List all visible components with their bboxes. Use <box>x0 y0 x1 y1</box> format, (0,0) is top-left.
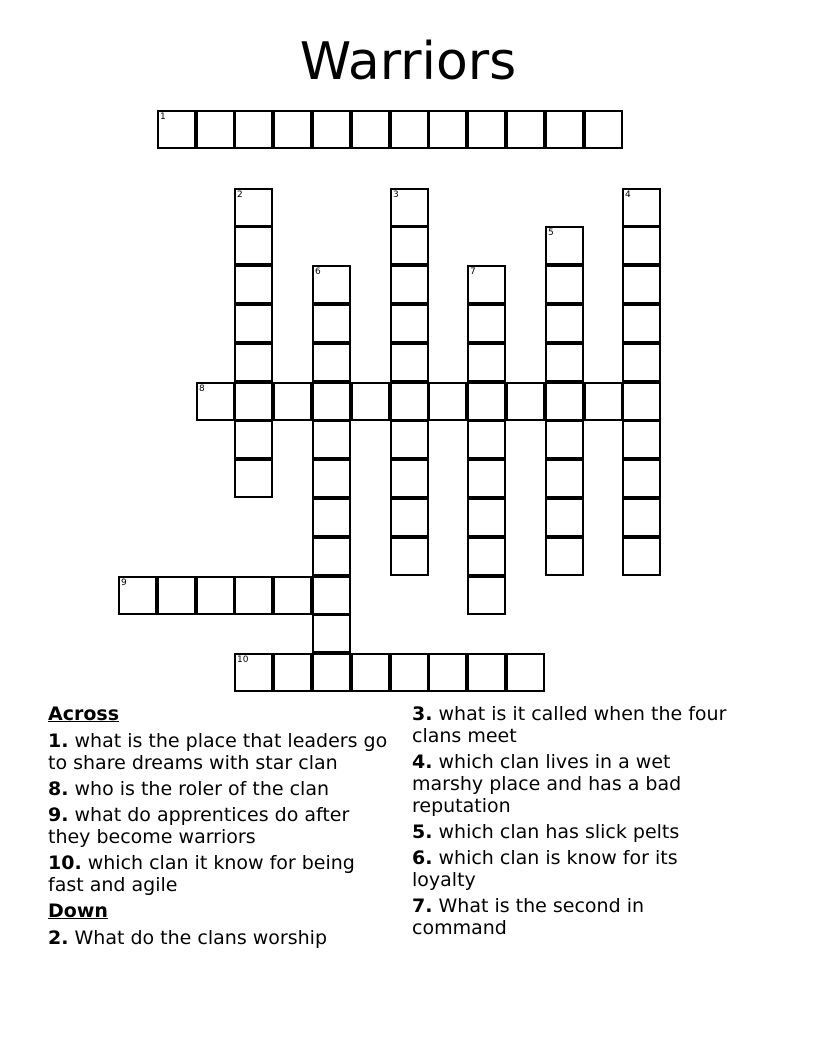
clue-number: 1. <box>48 730 69 752</box>
clue-number-label: 1 <box>160 112 166 122</box>
grid-cell[interactable] <box>351 110 390 149</box>
grid-cell[interactable] <box>467 537 506 576</box>
grid-cell[interactable] <box>234 459 273 498</box>
grid-cell[interactable] <box>312 343 351 382</box>
grid-cell[interactable] <box>467 459 506 498</box>
grid-cell[interactable] <box>312 110 351 149</box>
grid-cell[interactable] <box>622 537 661 576</box>
grid-cell[interactable] <box>234 420 273 459</box>
clue-number-label: 5 <box>548 228 554 238</box>
grid-cell[interactable] <box>545 304 584 343</box>
clue-across-9 <box>48 804 393 848</box>
clue-text: which clan it know for being fast and agile <box>48 852 355 896</box>
grid-cell[interactable] <box>467 382 506 421</box>
grid-cell[interactable] <box>545 226 584 265</box>
grid-cell[interactable] <box>622 226 661 265</box>
grid-cell[interactable] <box>234 110 273 149</box>
grid-cell[interactable] <box>390 498 429 537</box>
grid-cell[interactable] <box>312 265 351 304</box>
clue-number: 5. <box>412 821 433 843</box>
grid-cell[interactable] <box>506 653 545 692</box>
grid-cell[interactable] <box>545 110 584 149</box>
grid-cell[interactable] <box>467 498 506 537</box>
grid-cell[interactable] <box>428 653 467 692</box>
clue-text: which clan has slick pelts <box>438 821 680 843</box>
clue-down-5 <box>412 821 732 843</box>
grid-cell[interactable] <box>234 265 273 304</box>
grid-cell[interactable] <box>545 265 584 304</box>
clue-down-4 <box>412 751 732 817</box>
grid-cell[interactable] <box>390 343 429 382</box>
clue-down-6 <box>412 847 732 891</box>
grid-cell[interactable] <box>390 265 429 304</box>
grid-cell[interactable] <box>467 265 506 304</box>
clue-number: 3. <box>412 703 433 725</box>
grid-cell[interactable] <box>545 420 584 459</box>
clues-right-column <box>412 703 732 943</box>
grid-cell[interactable] <box>234 343 273 382</box>
grid-cell[interactable] <box>312 420 351 459</box>
clue-number: 8. <box>48 778 69 800</box>
grid-cell[interactable] <box>312 537 351 576</box>
grid-cell[interactable] <box>506 382 545 421</box>
clue-down-2 <box>48 927 393 949</box>
clue-number: 7. <box>412 895 433 917</box>
grid-cell[interactable] <box>390 653 429 692</box>
clue-number: 2. <box>48 927 69 949</box>
grid-cell[interactable] <box>467 576 506 615</box>
grid-cell[interactable] <box>390 537 429 576</box>
grid-cell[interactable] <box>234 576 273 615</box>
grid-cell[interactable] <box>390 459 429 498</box>
grid-cell[interactable] <box>312 653 351 692</box>
clue-text: who is the roler of the clan <box>74 778 330 800</box>
grid-cell[interactable] <box>506 110 545 149</box>
grid-cell[interactable] <box>351 653 390 692</box>
grid-cell[interactable] <box>545 343 584 382</box>
grid-cell[interactable] <box>467 420 506 459</box>
grid-cell[interactable] <box>351 382 390 421</box>
grid-cell[interactable] <box>622 343 661 382</box>
clue-number-label: 8 <box>199 384 205 394</box>
grid-cell[interactable] <box>622 304 661 343</box>
clue-number-label: 4 <box>625 190 631 200</box>
grid-cell[interactable] <box>622 265 661 304</box>
clue-text: what do apprentices do after they become warriors <box>48 804 350 848</box>
clue-number-label: 3 <box>393 190 399 200</box>
grid-cell[interactable] <box>234 226 273 265</box>
grid-cell[interactable] <box>118 576 157 615</box>
clue-number-label: 10 <box>237 655 249 665</box>
clues-left-column <box>48 703 393 953</box>
grid-cell[interactable] <box>234 188 273 227</box>
grid-cell[interactable] <box>234 304 273 343</box>
clue-number-label: 6 <box>315 267 321 277</box>
grid-cell[interactable] <box>390 382 429 421</box>
clue-number-label: 7 <box>470 267 476 277</box>
clue-text: which clan is know for its loyalty <box>412 847 678 891</box>
grid-cell[interactable] <box>157 110 196 149</box>
grid-cell[interactable] <box>390 226 429 265</box>
down-heading: Down <box>48 900 108 922</box>
grid-cell[interactable] <box>390 304 429 343</box>
grid-cell[interactable] <box>622 382 661 421</box>
grid-cell[interactable] <box>467 653 506 692</box>
grid-cell[interactable] <box>312 304 351 343</box>
grid-cell[interactable] <box>545 459 584 498</box>
clue-text: which clan lives in a wet marshy place and has a bad reputation <box>412 751 682 817</box>
grid-cell[interactable] <box>312 576 351 615</box>
grid-cell[interactable] <box>312 614 351 653</box>
grid-cell[interactable] <box>622 459 661 498</box>
grid-cell[interactable] <box>545 382 584 421</box>
clue-number-label: 9 <box>121 578 127 588</box>
clue-number-label: 2 <box>237 190 243 200</box>
grid-cell[interactable] <box>273 382 312 421</box>
clue-number: 9. <box>48 804 69 826</box>
grid-cell[interactable] <box>584 382 623 421</box>
grid-cell[interactable] <box>428 382 467 421</box>
across-heading: Across <box>48 703 120 725</box>
grid-cell[interactable] <box>312 498 351 537</box>
grid-cell[interactable] <box>234 653 273 692</box>
grid-cell[interactable] <box>273 653 312 692</box>
grid-cell[interactable] <box>273 110 312 149</box>
grid-cell[interactable] <box>390 420 429 459</box>
clue-across-1 <box>48 730 393 774</box>
grid-cell[interactable] <box>545 537 584 576</box>
grid-cell[interactable] <box>234 382 273 421</box>
grid-cell[interactable] <box>622 498 661 537</box>
grid-cell[interactable] <box>196 576 235 615</box>
grid-cell[interactable] <box>312 382 351 421</box>
clue-across-10 <box>48 852 393 896</box>
clue-text: What is the second in command <box>412 895 645 939</box>
grid-cell[interactable] <box>196 382 235 421</box>
clue-down-3 <box>412 703 732 747</box>
puzzle-title: Warriors <box>299 32 517 92</box>
clue-down-7 <box>412 895 732 939</box>
grid-cell[interactable] <box>428 110 467 149</box>
grid-cell[interactable] <box>545 498 584 537</box>
grid-cell[interactable] <box>622 188 661 227</box>
grid-cell[interactable] <box>622 420 661 459</box>
grid-cell[interactable] <box>196 110 235 149</box>
clue-text: what is the place that leaders go to share dreams with star clan <box>48 730 388 774</box>
clue-text: What do the clans worship <box>74 927 328 949</box>
grid-cell[interactable] <box>273 576 312 615</box>
grid-cell[interactable] <box>312 459 351 498</box>
clue-number: 6. <box>412 847 433 869</box>
grid-cell[interactable] <box>467 110 506 149</box>
grid-cell[interactable] <box>157 576 196 615</box>
grid-cell[interactable] <box>390 110 429 149</box>
clue-across-8 <box>48 778 393 800</box>
grid-cell[interactable] <box>584 110 623 149</box>
grid-cell[interactable] <box>467 304 506 343</box>
clue-number: 10. <box>48 852 82 874</box>
clue-text: what is it called when the four clans meet <box>412 703 727 747</box>
grid-cell[interactable] <box>390 188 429 227</box>
grid-cell[interactable] <box>467 343 506 382</box>
clue-number: 4. <box>412 751 433 773</box>
